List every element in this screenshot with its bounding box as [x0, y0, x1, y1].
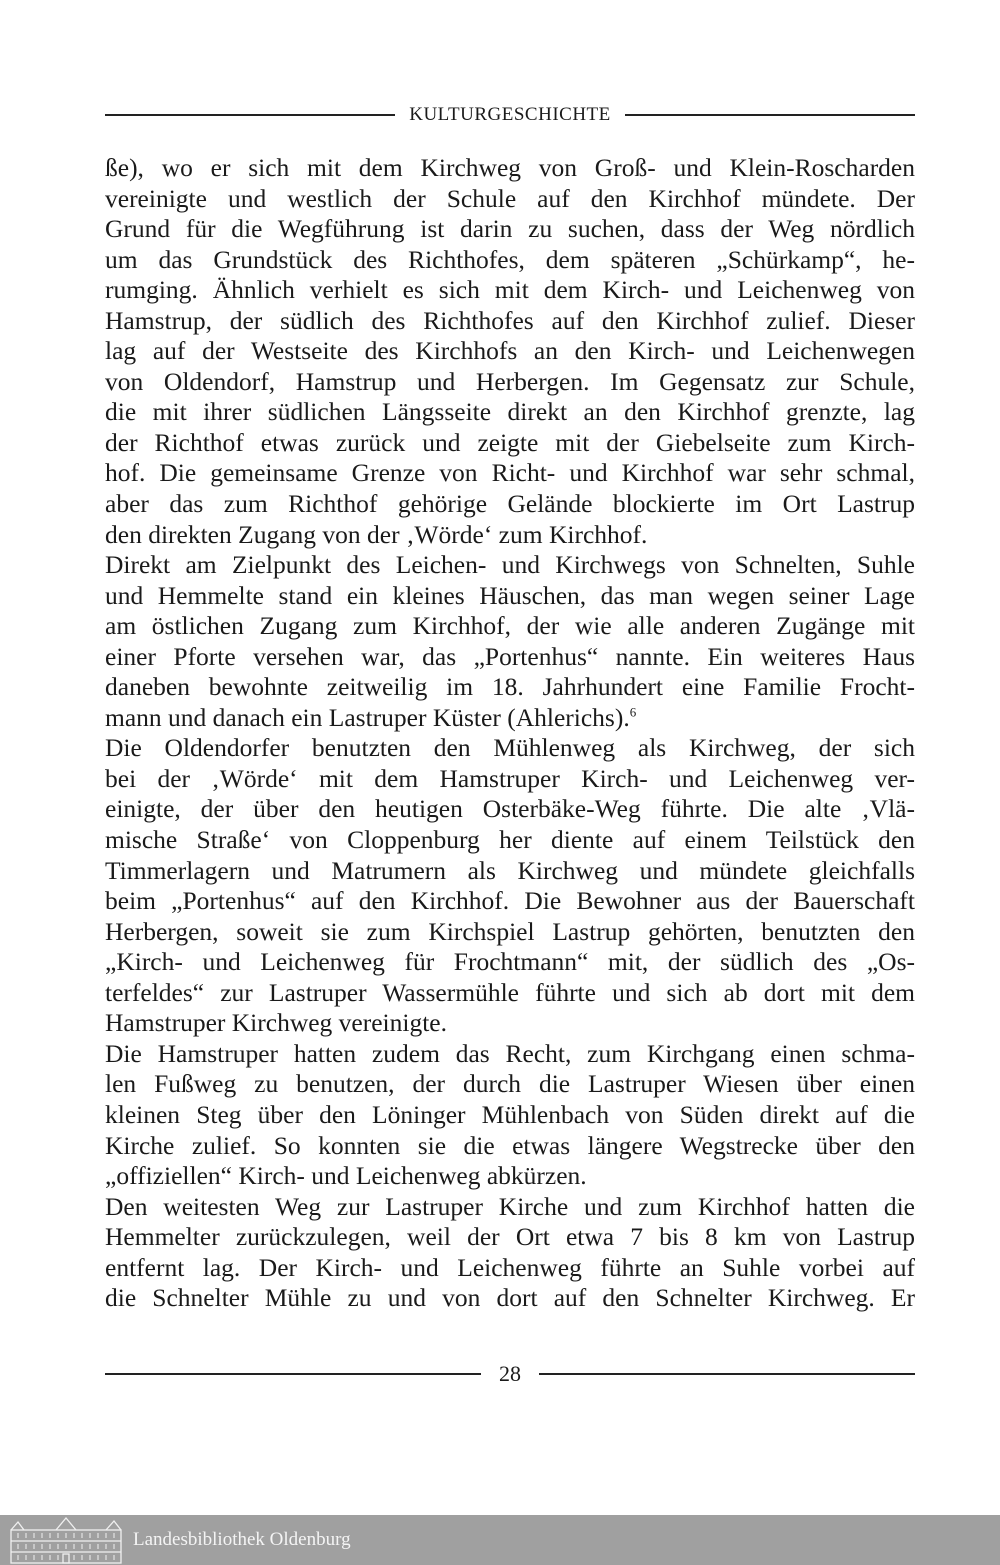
- text-line-content: mische Straße‘ von Cloppenburg her diente auf einem Teilstück den: [105, 825, 915, 855]
- body-text: [105, 153, 915, 1314]
- text-line: [105, 672, 915, 703]
- header-rule-right: [625, 114, 915, 116]
- running-title: KULTURGESCHICHTE: [409, 104, 611, 125]
- text-line-content: und Hemmelte stand ein kleines Häuschen, das man wegen seiner Lage: [105, 580, 915, 610]
- text-line-content: aber das zum Richthof gehörige Gelände blockierte im Ort Lastrup: [105, 489, 915, 519]
- text-line-content: Grund für die Wegführung ist darin zu suchen, dass der Weg nördlich: [105, 214, 915, 244]
- text-line: [105, 458, 915, 489]
- text-line-content: Hamstrup, der südlich des Richthofes auf den Kirchhof zulief. Dieser: [105, 305, 915, 335]
- text-line-content: bei der ‚Wörde‘ mit dem Hamstruper Kirch- und Leichenweg ver-: [105, 763, 915, 793]
- text-line-content: Die Hamstruper hatten zudem das Recht, zum Kirchgang einen schma-: [105, 1038, 915, 1068]
- text-line: [105, 397, 915, 428]
- footer-rule-right: [539, 1373, 915, 1375]
- text-line-content: „Kirch- und Leichenweg für Frochtmann“ mit, der südlich des „Os-: [105, 947, 915, 977]
- text-line-content: beim „Portenhus“ auf den Kirchhof. Die Bewohner aus der Bauerschaft: [105, 886, 915, 916]
- text-line-content: „offiziellen“ Kirch- und Leichenweg abkürzen.: [105, 1161, 587, 1191]
- header-rule-left: [105, 114, 395, 116]
- text-line: [105, 1222, 915, 1253]
- text-line-content: daneben bewohnte zeitweilig im 18. Jahrhundert eine Familie Frocht-: [105, 672, 915, 702]
- text-line-content: Kirche zulief. So konnten sie die etwas längere Wegstrecke über den: [105, 1130, 915, 1160]
- text-line-content: der Richthof etwas zurück und zeigte mit der Giebelseite zum Kirch-: [105, 427, 915, 457]
- text-line-content: kleinen Steg über den Löninger Mühlenbach von Süden direkt auf die: [105, 1099, 915, 1129]
- library-building-icon: [8, 1516, 123, 1564]
- text-line: [105, 733, 915, 764]
- text-line-content: len Fußweg zu benutzen, der durch die Lastruper Wiesen über einen: [105, 1069, 915, 1099]
- text-line-content: Timmerlagern und Matrumern als Kirchweg und mündete gleichfalls: [105, 855, 915, 885]
- text-line-content: die Schnelter Mühle zu und von dort auf den Schnelter Kirchweg. Er: [105, 1283, 915, 1313]
- text-line: [105, 428, 915, 459]
- text-line-content: lag auf der Westseite des Kirchhofs an den Kirch- und Leichenwegen: [105, 336, 915, 366]
- footnote-marker[interactable]: 6: [629, 704, 637, 720]
- text-line: [105, 1192, 915, 1223]
- text-line: [105, 1131, 915, 1162]
- text-line: [105, 275, 915, 306]
- library-name: Landesbibliothek Oldenburg: [133, 1529, 351, 1550]
- text-line: [105, 642, 915, 673]
- text-line-content: einigte, der über den heutigen Osterbäke-Weg führte. Die alte ‚Vlä-: [105, 794, 915, 824]
- text-line: [105, 306, 915, 337]
- text-line: [105, 520, 915, 551]
- running-header: [105, 104, 915, 126]
- text-line-content: einer Pforte versehen war, das „Portenhus“ nannte. Ein weiteres Haus: [105, 641, 915, 671]
- text-line: [105, 794, 915, 825]
- text-line-content: vereinigte und westlich der Schule auf den Kirchhof mündete. Der: [105, 183, 915, 213]
- text-line: [105, 703, 915, 734]
- text-line-content: hof. Die gemeinsame Grenze von Richt- und Kirchhof war sehr schmal,: [105, 458, 915, 488]
- text-line-content: ße), wo er sich mit dem Kirchweg von Groß- und Klein-Roscharden: [105, 153, 915, 182]
- text-line: [105, 764, 915, 795]
- text-line: [105, 856, 915, 887]
- text-line: [105, 1039, 915, 1070]
- text-line-content: entfernt lag. Der Kirch- und Leichenweg führte an Suhle vorbei auf: [105, 1252, 915, 1282]
- text-line-content: Hamstruper Kirchweg vereinigte.: [105, 1008, 447, 1038]
- text-line: [105, 917, 915, 948]
- text-line: [105, 978, 915, 1009]
- text-line-content: Herbergen, soweit sie zum Kirchspiel Lastrup gehörten, benutzten den: [105, 916, 915, 946]
- page-footer: [105, 1361, 915, 1387]
- text-line: [105, 886, 915, 917]
- text-line: [105, 245, 915, 276]
- page-number: 28: [499, 1361, 521, 1386]
- text-line: [105, 1100, 915, 1131]
- text-line: [105, 489, 915, 520]
- text-line: [105, 581, 915, 612]
- text-line-content: terfeldes“ zur Lastruper Wassermühle führte und sich ab dort mit dem: [105, 977, 915, 1007]
- text-line-content: den direkten Zugang von der ‚Wörde‘ zum Kirchhof.: [105, 519, 648, 549]
- library-banner: [0, 1515, 1000, 1565]
- text-line-content: von Oldendorf, Hamstrup und Herbergen. Im Gegensatz zur Schule,: [105, 366, 915, 396]
- text-line-content: um das Grundstück des Richthofes, dem späteren „Schürkamp“, he-: [105, 244, 915, 274]
- text-line: [105, 550, 915, 581]
- text-line: [105, 611, 915, 642]
- text-line: [105, 1008, 915, 1039]
- text-line: [105, 947, 915, 978]
- text-line: [105, 184, 915, 215]
- text-line-content: Hemmelter zurückzulegen, weil der Ort etwa 7 bis 8 km von Lastrup: [105, 1222, 915, 1252]
- text-line-content: am östlichen Zugang zum Kirchhof, der wie alle anderen Zugänge mit: [105, 611, 915, 641]
- text-line-content: Den weitesten Weg zur Lastruper Kirche und zum Kirchhof hatten die: [105, 1191, 915, 1221]
- text-line: [105, 367, 915, 398]
- text-line: [105, 336, 915, 367]
- text-line: [105, 1283, 915, 1314]
- text-line-content: rumging. Ähnlich verhielt es sich mit dem Kirch- und Leichenweg von: [105, 275, 915, 305]
- footer-rule-left: [105, 1373, 481, 1375]
- text-line-content: Direkt am Zielpunkt des Leichen- und Kirchwegs von Schnelten, Suhle: [105, 550, 915, 580]
- text-line-content: mann und danach ein Lastruper Küster (Ahlerichs).: [105, 702, 630, 732]
- text-line: [105, 1161, 915, 1192]
- text-line: [105, 1069, 915, 1100]
- text-line: [105, 825, 915, 856]
- text-line: [105, 153, 915, 184]
- text-line-content: Die Oldendorfer benutzten den Mühlenweg als Kirchweg, der sich: [105, 733, 915, 763]
- text-line: [105, 214, 915, 245]
- text-line-content: die mit ihrer südlichen Längsseite direkt an den Kirchhof grenzte, lag: [105, 397, 915, 427]
- text-line: [105, 1253, 915, 1284]
